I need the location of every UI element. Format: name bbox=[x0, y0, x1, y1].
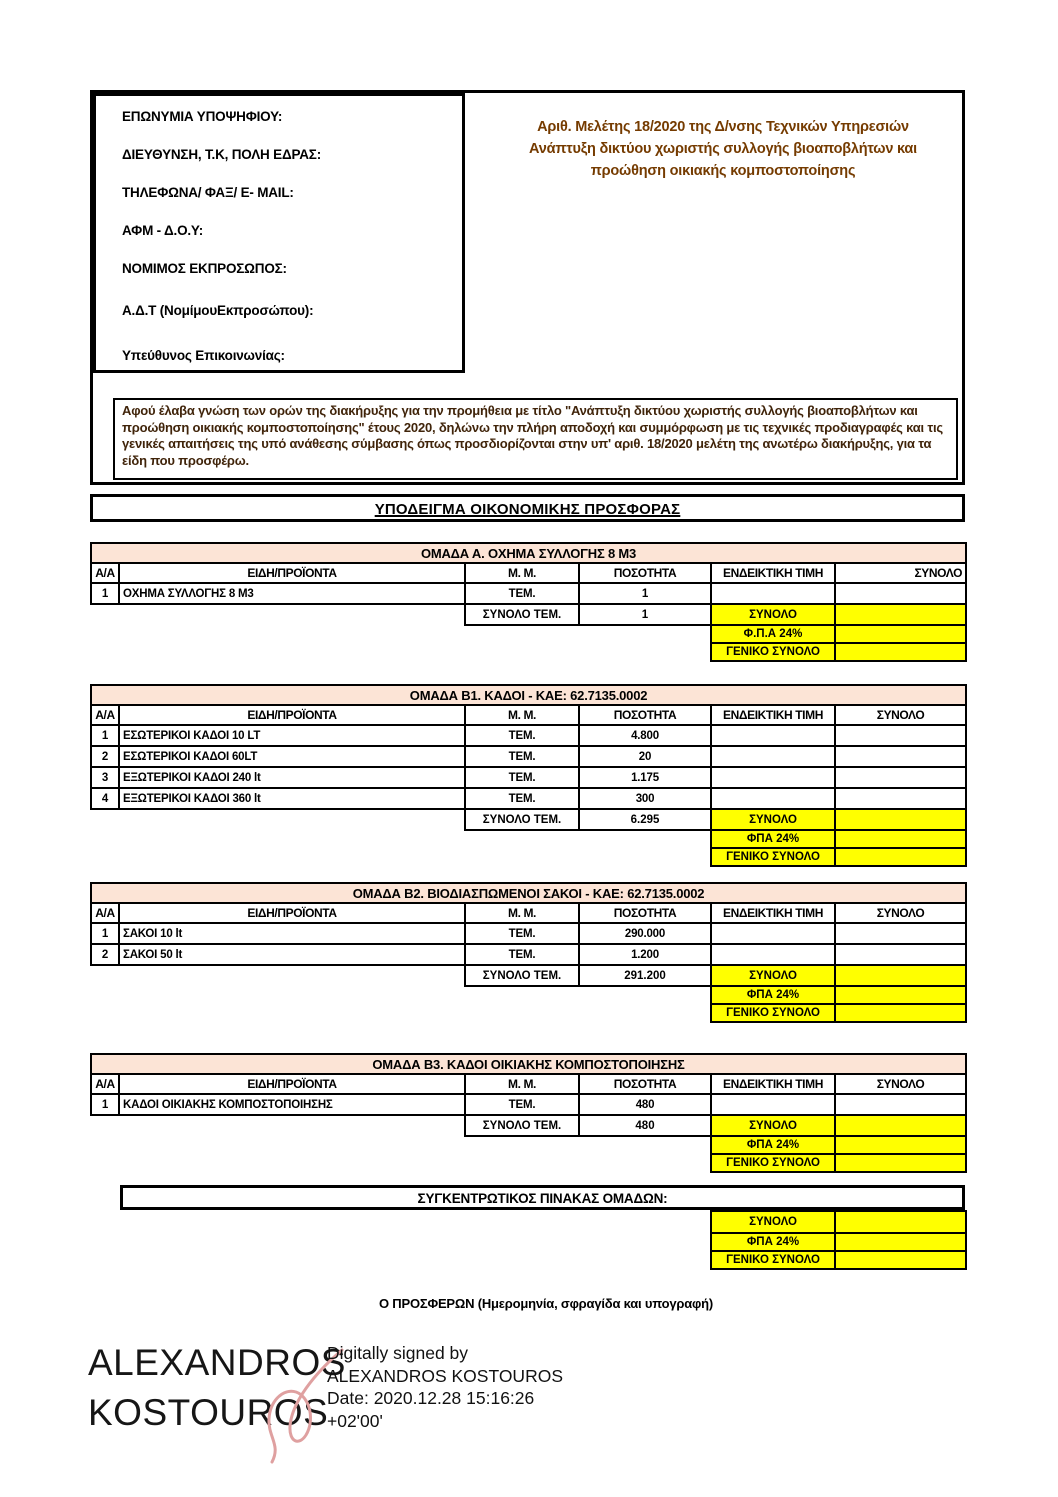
sum-units-row bbox=[91, 604, 966, 625]
summary-vat-value-input[interactable] bbox=[835, 1233, 966, 1251]
declaration-box bbox=[113, 398, 958, 480]
grand-total-label: ΓΕΝΙΚΟ ΣΥΝΟΛΟ bbox=[711, 848, 835, 866]
field-label-afm-doy: ΑΦΜ - Δ.Ο.Υ: bbox=[122, 223, 204, 238]
column-header: ΕΙΔΗ/ΠΡΟΪΟΝΤΑ bbox=[119, 563, 465, 583]
group-total-label: ΣΥΝΟΛΟ bbox=[711, 1115, 835, 1136]
cell-line-total-input[interactable] bbox=[835, 923, 966, 944]
vat-row bbox=[91, 830, 966, 848]
column-header: Α/Α bbox=[91, 705, 119, 725]
group-title-row bbox=[91, 685, 966, 705]
empty-area bbox=[91, 625, 711, 643]
vat-row bbox=[91, 1136, 966, 1154]
column-header: ΠΟΣΟΤΗΤΑ bbox=[579, 705, 711, 725]
cell-unit: ΤΕΜ. bbox=[465, 1094, 579, 1115]
signature-details bbox=[327, 1342, 563, 1432]
sum-units-row bbox=[91, 1115, 966, 1136]
group-title-row bbox=[91, 883, 966, 903]
sum-units-value: 291.200 bbox=[579, 965, 711, 986]
item-row bbox=[91, 746, 966, 767]
group-table-title: ΟΜΑΔΑ Β2. ΒΙΟΔΙΑΣΠΩΜΕΝΟΙ ΣΑΚΟΙ - ΚΑΕ: 62.7135.0002 bbox=[91, 883, 966, 903]
cell-index: 1 bbox=[91, 725, 119, 746]
cell-index: 2 bbox=[91, 746, 119, 767]
group-total-value-input[interactable] bbox=[835, 1115, 966, 1136]
cell-indicative-price-input[interactable] bbox=[711, 746, 835, 767]
empty-area bbox=[91, 965, 465, 986]
grand-total-value-input[interactable] bbox=[835, 643, 966, 661]
sum-units-label: ΣΥΝΟΛΟ ΤΕΜ. bbox=[465, 604, 579, 625]
sum-units-label: ΣΥΝΟΛΟ ΤΕΜ. bbox=[465, 1115, 579, 1136]
cell-unit: ΤΕΜ. bbox=[465, 725, 579, 746]
cell-index: 1 bbox=[91, 1094, 119, 1115]
grand-total-label: ΓΕΝΙΚΟ ΣΥΝΟΛΟ bbox=[711, 1154, 835, 1172]
field-label-address: ΔΙΕΥΘΥΝΣΗ, Τ.Κ, ΠΟΛΗ ΕΔΡΑΣ: bbox=[122, 147, 321, 162]
vat-label: ΦΠΑ 24% bbox=[711, 830, 835, 848]
group-total-label: ΣΥΝΟΛΟ bbox=[711, 965, 835, 986]
summary-row bbox=[711, 1251, 966, 1269]
item-row bbox=[91, 788, 966, 809]
study-reference-line: προώθηση οικιακής κομποστοποίησης bbox=[590, 163, 856, 179]
column-header-row bbox=[91, 563, 966, 583]
cell-unit: ΤΕΜ. bbox=[465, 944, 579, 965]
vat-value-input[interactable] bbox=[835, 830, 966, 848]
cell-indicative-price-input[interactable] bbox=[711, 788, 835, 809]
sum-units-label: ΣΥΝΟΛΟ ΤΕΜ. bbox=[465, 965, 579, 986]
column-header: ΣΥΝΟΛΟ bbox=[835, 1074, 966, 1094]
cell-item-name: ΕΞΩΤΕΡΙΚΟΙ ΚΑΔΟΙ 240 lt bbox=[119, 767, 465, 788]
group-table-title: ΟΜΑΔΑ Β3. ΚΑΔΟΙ ΟΙΚΙΑΚΗΣ ΚΟΜΠΟΣΤΟΠΟΙΗΣΗΣ bbox=[91, 1054, 966, 1074]
cell-item-name: ΚΑΔΟΙ ΟΙΚΙΑΚΗΣ ΚΟΜΠΟΣΤΟΠΟΙΗΣΗΣ bbox=[119, 1094, 465, 1115]
cell-unit: ΤΕΜ. bbox=[465, 788, 579, 809]
cell-index: 2 bbox=[91, 944, 119, 965]
column-header-row bbox=[91, 903, 966, 923]
item-row bbox=[91, 725, 966, 746]
item-row bbox=[91, 583, 966, 604]
sum-units-value: 6.295 bbox=[579, 809, 711, 830]
item-row bbox=[91, 1094, 966, 1115]
field-label-company-name: ΕΠΩΝΥΜΙΑ ΥΠΟΨΗΦΙΟΥ: bbox=[122, 109, 283, 124]
column-header: ΣΥΝΟΛΟ bbox=[835, 705, 966, 725]
cell-line-total-input[interactable] bbox=[835, 583, 966, 604]
cell-item-name: ΕΣΩΤΕΡΙΚΟΙ ΚΑΔΟΙ 60LT bbox=[119, 746, 465, 767]
cell-unit: ΤΕΜ. bbox=[465, 923, 579, 944]
column-header: Μ. Μ. bbox=[465, 563, 579, 583]
cell-quantity: 4.800 bbox=[579, 725, 711, 746]
cell-unit: ΤΕΜ. bbox=[465, 746, 579, 767]
signature-details-line: +02'00' bbox=[327, 1410, 383, 1431]
cell-item-name: ΕΣΩΤΕΡΙΚΟΙ ΚΑΔΟΙ 10 LT bbox=[119, 725, 465, 746]
cell-quantity: 290.000 bbox=[579, 923, 711, 944]
item-row bbox=[91, 923, 966, 944]
empty-area bbox=[91, 986, 711, 1004]
cell-item-name: ΟΧΗΜΑ ΣΥΛΛΟΓΗΣ 8 Μ3 bbox=[119, 583, 465, 604]
summary-row bbox=[711, 1233, 966, 1251]
page-title: ΥΠΟΔΕΙΓΜΑ ΟΙΚΟΝΟΜΙΚΗΣ ΠΡΟΣΦΟΡΑΣ bbox=[374, 501, 681, 518]
column-header: Α/Α bbox=[91, 903, 119, 923]
empty-area bbox=[91, 604, 465, 625]
group-table-title: ΟΜΑΔΑ Α. ΟΧΗΜΑ ΣΥΛΛΟΓΗΣ 8 Μ3 bbox=[91, 543, 966, 563]
column-header: ΕΙΔΗ/ΠΡΟΪΟΝΤΑ bbox=[119, 705, 465, 725]
group-table-title: ΟΜΑΔΑ Β1. ΚΑΔΟΙ - ΚΑΕ: 62.7135.0002 bbox=[91, 685, 966, 705]
empty-area bbox=[91, 1154, 711, 1172]
column-header: Α/Α bbox=[91, 563, 119, 583]
column-header-row bbox=[91, 705, 966, 725]
grand-total-label: ΓΕΝΙΚΟ ΣΥΝΟΛΟ bbox=[711, 1004, 835, 1022]
cell-indicative-price-input[interactable] bbox=[711, 944, 835, 965]
column-header: ΕΝΔΕΙΚΤΙΚΗ ΤΙΜΗ bbox=[711, 903, 835, 923]
field-label-id-number: Α.Δ.Τ (ΝομίμουΕκπροσώπου): bbox=[122, 303, 314, 318]
cell-item-name: ΣΑΚΟΙ 10 lt bbox=[119, 923, 465, 944]
offer-group-table bbox=[90, 1053, 967, 1173]
sum-units-value: 480 bbox=[579, 1115, 711, 1136]
column-header: ΣΥΝΟΛΟ bbox=[835, 903, 966, 923]
column-header: ΕΙΔΗ/ΠΡΟΪΟΝΤΑ bbox=[119, 1074, 465, 1094]
empty-area bbox=[91, 830, 711, 848]
signature-name-line: ALEXANDROS bbox=[88, 1342, 346, 1383]
cell-index: 3 bbox=[91, 767, 119, 788]
grand-total-value-input[interactable] bbox=[835, 1154, 966, 1172]
column-header: ΕΙΔΗ/ΠΡΟΪΟΝΤΑ bbox=[119, 903, 465, 923]
vat-row bbox=[91, 986, 966, 1004]
cell-item-name: ΕΞΩΤΕΡΙΚΟΙ ΚΑΔΟΙ 360 lt bbox=[119, 788, 465, 809]
vat-value-input[interactable] bbox=[835, 986, 966, 1004]
empty-area bbox=[91, 643, 711, 661]
summary-totals-table bbox=[710, 1210, 967, 1270]
column-header: ΣΥΝΟΛΟ bbox=[835, 563, 966, 583]
cell-quantity: 1 bbox=[579, 583, 711, 604]
empty-area bbox=[91, 1004, 711, 1022]
summary-row bbox=[711, 1211, 966, 1233]
cell-unit: ΤΕΜ. bbox=[465, 767, 579, 788]
empty-area bbox=[91, 809, 465, 830]
cell-indicative-price-input[interactable] bbox=[711, 767, 835, 788]
summary-table-title: ΣΥΓΚΕΝΤΡΩΤΙΚΟΣ ΠΙΝΑΚΑΣ ΟΜΑΔΩΝ: bbox=[120, 1185, 965, 1210]
empty-area bbox=[91, 1115, 465, 1136]
signature-details-line: Date: 2020.12.28 15:16:26 bbox=[327, 1388, 535, 1408]
empty-area bbox=[91, 1136, 711, 1154]
sum-units-row bbox=[91, 809, 966, 830]
signer-caption: Ο ΠΡΟΣΦΕΡΩΝ (Ημερομηνία, σφραγίδα και υπογραφή) bbox=[378, 1296, 714, 1311]
cell-line-total-input[interactable] bbox=[835, 725, 966, 746]
field-label-contact-person: Υπεύθυνος Επικοινωνίας: bbox=[122, 348, 285, 363]
cell-index: 1 bbox=[91, 583, 119, 604]
field-label-legal-representative: ΝΟΜΙΜΟΣ ΕΚΠΡΟΣΩΠΟΣ: bbox=[122, 261, 287, 276]
study-reference-line: Αριθ. Μελέτης 18/2020 της Δ/νσης Τεχνικών Υπηρεσιών bbox=[537, 119, 909, 135]
group-total-value-input[interactable] bbox=[835, 604, 966, 625]
summary-total-label: ΣΥΝΟΛΟ bbox=[711, 1211, 835, 1233]
cell-line-total-input[interactable] bbox=[835, 746, 966, 767]
sum-units-value: 1 bbox=[579, 604, 711, 625]
cell-line-total-input[interactable] bbox=[835, 1094, 966, 1115]
column-header: ΕΝΔΕΙΚΤΙΚΗ ΤΙΜΗ bbox=[711, 705, 835, 725]
cell-indicative-price-input[interactable] bbox=[711, 725, 835, 746]
item-row bbox=[91, 767, 966, 788]
cell-quantity: 20 bbox=[579, 746, 711, 767]
declaration-text: Αφού έλαβα γνώση των ορών της διακήρυξης για την προμήθεια με τίτλο "Ανάπτυξη δικτύου χωριστής συλλογής βιοαποβλήτων και προώθηση οικιακής κομποστοποίησης" έτους 2020, δηλώνω την πλήρη αποδοχή και συμμόρφωση με τις τεχνικές προδιαγραφές και τις γενικές απαιτήσεις της υπό ανάθεσης σύμβασης όπως προσδιορίζονται στην υπ' αριθ. 18/2020 μελέτη της ανωτέρω διακήρυξης, για τα είδη που προσφέρω. bbox=[122, 403, 943, 468]
offer-group-table bbox=[90, 684, 967, 867]
vat-row bbox=[91, 625, 966, 643]
cell-indicative-price-input[interactable] bbox=[711, 923, 835, 944]
signature-name-line: KOSTOUROS bbox=[88, 1392, 329, 1433]
main-title-box bbox=[90, 494, 965, 522]
vat-value-input[interactable] bbox=[835, 1136, 966, 1154]
cell-quantity: 300 bbox=[579, 788, 711, 809]
field-label-phone-fax-email: ΤΗΛΕΦΩΝΑ/ ΦΑΞ/ E- MAIL: bbox=[122, 185, 294, 200]
vat-label: ΦΠΑ 24% bbox=[711, 1136, 835, 1154]
grand-total-row bbox=[91, 1154, 966, 1172]
grand-total-row bbox=[91, 1004, 966, 1022]
sum-units-label: ΣΥΝΟΛΟ ΤΕΜ. bbox=[465, 809, 579, 830]
study-reference-text bbox=[492, 116, 954, 182]
cell-indicative-price-input[interactable] bbox=[711, 583, 835, 604]
column-header: ΕΝΔΕΙΚΤΙΚΗ ΤΙΜΗ bbox=[711, 1074, 835, 1094]
column-header-row bbox=[91, 1074, 966, 1094]
signature-details-line: Digitally signed by bbox=[327, 1343, 469, 1363]
column-header: Μ. Μ. bbox=[465, 1074, 579, 1094]
study-reference-line: Ανάπτυξη δικτύου χωριστής συλλογής βιοαποβλήτων και bbox=[529, 141, 917, 157]
cell-line-total-input[interactable] bbox=[835, 944, 966, 965]
applicant-fields-box bbox=[93, 93, 465, 373]
column-header: Α/Α bbox=[91, 1074, 119, 1094]
cell-quantity: 480 bbox=[579, 1094, 711, 1115]
offer-group-table bbox=[90, 882, 967, 1023]
cell-line-total-input[interactable] bbox=[835, 788, 966, 809]
group-total-value-input[interactable] bbox=[835, 809, 966, 830]
vat-value-input[interactable] bbox=[835, 625, 966, 643]
summary-vat-label: ΦΠΑ 24% bbox=[711, 1233, 835, 1251]
column-header: ΠΟΣΟΤΗΤΑ bbox=[579, 903, 711, 923]
offer-group-table bbox=[90, 542, 967, 662]
cell-index: 4 bbox=[91, 788, 119, 809]
grand-total-row bbox=[91, 643, 966, 661]
cell-quantity: 1.175 bbox=[579, 767, 711, 788]
column-header: ΠΟΣΟΤΗΤΑ bbox=[579, 563, 711, 583]
vat-label: ΦΠΑ 24% bbox=[711, 986, 835, 1004]
cell-quantity: 1.200 bbox=[579, 944, 711, 965]
group-total-label: ΣΥΝΟΛΟ bbox=[711, 809, 835, 830]
column-header: ΕΝΔΕΙΚΤΙΚΗ ΤΙΜΗ bbox=[711, 563, 835, 583]
cell-item-name: ΣΑΚΟΙ 50 lt bbox=[119, 944, 465, 965]
summary-grand-total-value-input[interactable] bbox=[835, 1251, 966, 1269]
grand-total-value-input[interactable] bbox=[835, 848, 966, 866]
signature-details-line: ALEXANDROS KOSTOUROS bbox=[327, 1365, 563, 1386]
item-row bbox=[91, 944, 966, 965]
grand-total-value-input[interactable] bbox=[835, 1004, 966, 1022]
column-header: ΠΟΣΟΤΗΤΑ bbox=[579, 1074, 711, 1094]
summary-grand-total-label: ΓΕΝΙΚΟ ΣΥΝΟΛΟ bbox=[711, 1251, 835, 1269]
empty-area bbox=[91, 848, 711, 866]
grand-total-label: ΓΕΝΙΚΟ ΣΥΝΟΛΟ bbox=[711, 643, 835, 661]
group-title-row bbox=[91, 1054, 966, 1074]
cell-line-total-input[interactable] bbox=[835, 767, 966, 788]
group-title-row bbox=[91, 543, 966, 563]
sum-units-row bbox=[91, 965, 966, 986]
column-header: Μ. Μ. bbox=[465, 705, 579, 725]
group-total-label: ΣΥΝΟΛΟ bbox=[711, 604, 835, 625]
cell-indicative-price-input[interactable] bbox=[711, 1094, 835, 1115]
cell-unit: ΤΕΜ. bbox=[465, 583, 579, 604]
summary-total-value-input[interactable] bbox=[835, 1211, 966, 1233]
group-total-value-input[interactable] bbox=[835, 965, 966, 986]
cell-index: 1 bbox=[91, 923, 119, 944]
grand-total-row bbox=[91, 848, 966, 866]
column-header: Μ. Μ. bbox=[465, 903, 579, 923]
vat-label: Φ.Π.Α 24% bbox=[711, 625, 835, 643]
